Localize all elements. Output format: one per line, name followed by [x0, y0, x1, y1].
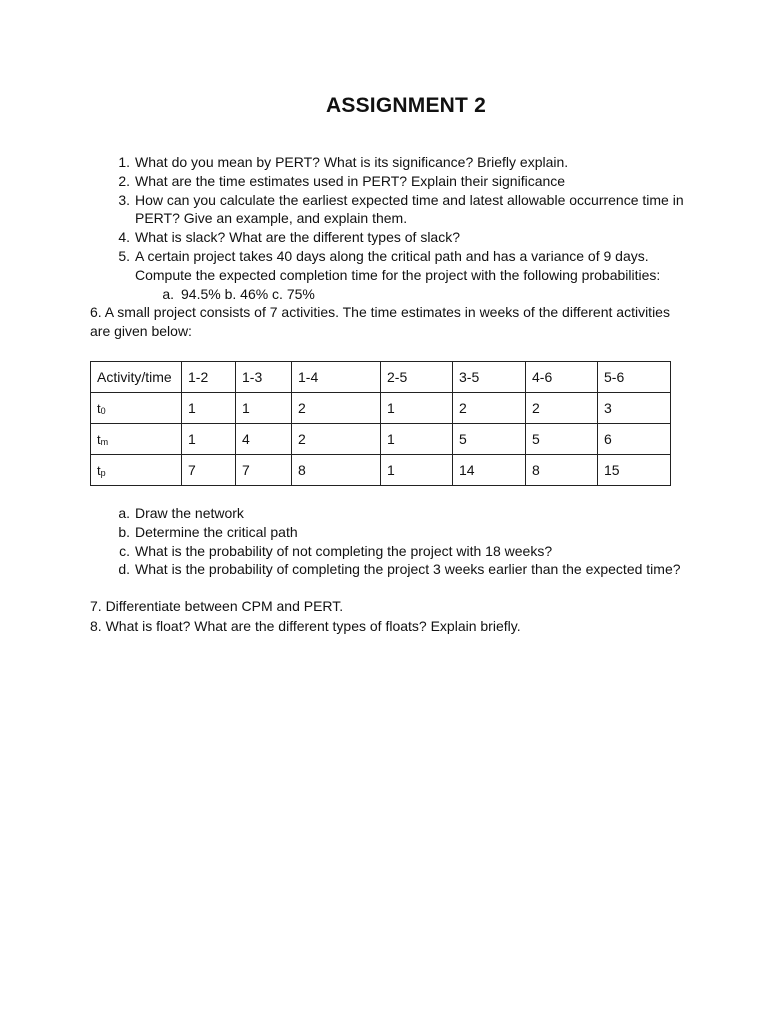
question-6-line-1: 6. A small project consists of 7 activities. The time estimates in weeks of the different activities	[90, 304, 670, 320]
question-6-parts	[90, 504, 730, 579]
table-cell: 1	[236, 393, 292, 424]
row-label-main: t	[97, 431, 101, 447]
table-cell: 2	[292, 393, 381, 424]
question-item-1	[90, 153, 690, 172]
table-cell: 2	[526, 393, 598, 424]
question-number: 5.	[118, 247, 130, 264]
table-cell: 5	[526, 424, 598, 455]
question-text: How can you calculate the earliest expected time and latest allowable occurrence time in	[135, 191, 684, 208]
part-letter: b.	[118, 523, 130, 540]
question-number: 3.	[118, 191, 130, 208]
table-cell: 15	[598, 455, 671, 486]
table-cell: 1	[182, 424, 236, 455]
row-label-main: t	[97, 400, 101, 416]
part-text: Draw the network	[135, 505, 244, 521]
table-cell: 1	[182, 393, 236, 424]
header-cell: 3-5	[453, 362, 526, 393]
subitem-text: 94.5% b. 46% c. 75%	[181, 285, 315, 302]
question-number: 2.	[118, 172, 130, 189]
table-cell: 7	[236, 455, 292, 486]
table-cell: 3	[598, 393, 671, 424]
row-label-cell	[91, 455, 182, 486]
table-row	[91, 424, 671, 455]
question-6-intro	[90, 303, 690, 341]
question-text: What is slack? What are the different types of slack?	[135, 229, 461, 246]
row-label-cell	[91, 393, 182, 424]
table-cell: 5	[453, 424, 526, 455]
question-5-subitem	[90, 285, 690, 304]
table-cell: 8	[526, 455, 598, 486]
table-header-row	[91, 362, 671, 393]
part-letter: c.	[119, 542, 130, 559]
question-7: 7. Differentiate between CPM and PERT.	[90, 598, 344, 614]
header-cell: Activity/time	[91, 362, 182, 393]
question-number: 1.	[118, 154, 130, 170]
table-cell: 2	[453, 393, 526, 424]
part-letter: a.	[118, 505, 130, 521]
part-text: Determine the critical path	[135, 523, 298, 540]
question-6-line-2: are given below:	[90, 322, 192, 339]
question-text: Compute the expected completion time for the project with the following probabilities:	[135, 266, 661, 283]
table-cell: 14	[453, 455, 526, 486]
table-row	[91, 455, 671, 486]
row-label-subscript: p	[100, 467, 106, 478]
part-letter: d.	[118, 561, 130, 578]
part-text: What is the probability of completing the project 3 weeks earlier than the expected time?	[135, 561, 681, 578]
activity-time-table	[90, 361, 671, 486]
table-cell: 8	[292, 455, 381, 486]
part-item-a	[90, 504, 730, 523]
question-text: PERT? Give an example, and explain them.	[135, 210, 408, 227]
table-cell: 1	[381, 393, 453, 424]
row-label-main: t	[97, 462, 101, 478]
question-number: 4.	[118, 229, 130, 246]
row-label-subscript: m	[100, 436, 109, 447]
table-cell: 2	[292, 424, 381, 455]
row-label-cell	[91, 424, 182, 455]
table-cell: 1	[381, 455, 453, 486]
subitem-number: a.	[162, 285, 174, 302]
question-list	[90, 153, 690, 303]
table-cell: 1	[381, 424, 453, 455]
header-cell: 1-2	[182, 362, 236, 393]
table-row	[91, 393, 671, 424]
question-8: 8. What is float? What are the different types of floats? Explain briefly.	[90, 618, 521, 634]
header-cell: 1-4	[292, 362, 381, 393]
question-item-3	[90, 191, 690, 229]
table-cell: 6	[598, 424, 671, 455]
header-cell: 1-3	[236, 362, 292, 393]
header-cell: 5-6	[598, 362, 671, 393]
part-item-c	[90, 542, 730, 561]
part-item-b	[90, 523, 730, 542]
question-text: A certain project takes 40 days along the critical path and has a variance of 9 days.	[135, 247, 649, 264]
question-item-5	[90, 247, 690, 285]
table-cell: 7	[182, 455, 236, 486]
question-text: What do you mean by PERT? What is its significance? Briefly explain.	[135, 154, 569, 170]
part-item-d	[90, 560, 730, 579]
table-cell: 4	[236, 424, 292, 455]
row-label-subscript: 0	[100, 405, 106, 416]
header-cell: 2-5	[381, 362, 453, 393]
header-cell: 4-6	[526, 362, 598, 393]
part-text: What is the probability of not completing the project with 18 weeks?	[135, 542, 553, 559]
question-item-2	[90, 172, 690, 191]
question-text: What are the time estimates used in PERT? Explain their significance	[135, 172, 566, 189]
page-title: ASSIGNMENT 2	[326, 94, 486, 117]
question-item-4	[90, 228, 690, 247]
